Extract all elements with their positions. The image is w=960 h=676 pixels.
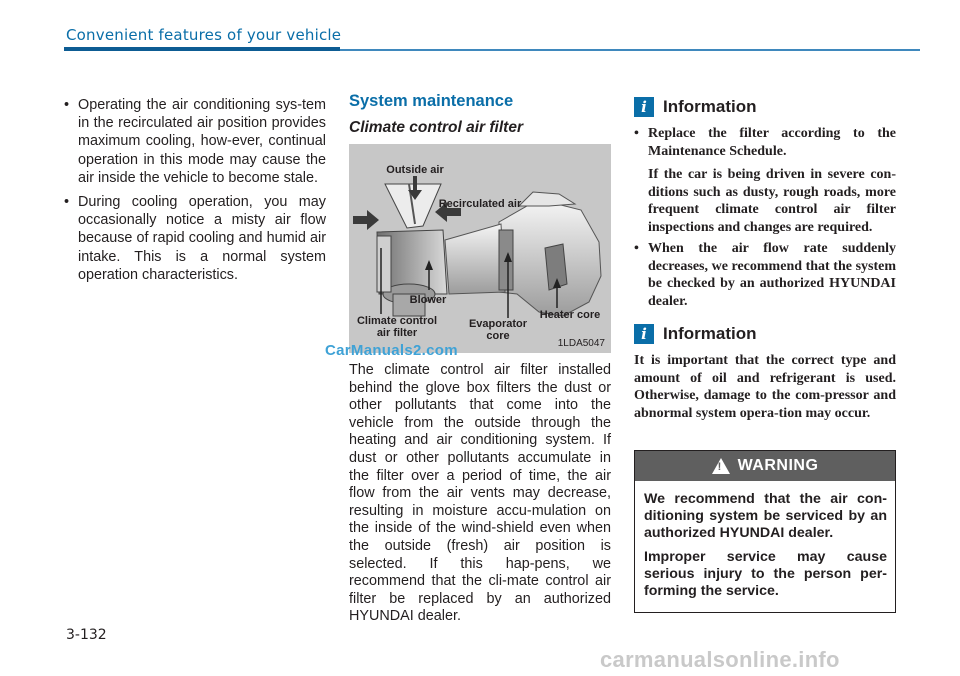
list-item (634, 125, 896, 236)
label-blower: Blower (409, 294, 447, 306)
label-evaporator-core: Evaporator core (468, 318, 528, 342)
information-text: It is important that the correct type and amount of oil and refrigerant is used. Otherwise, damage to the com-pressor and abnormal system opera-tion may occur. (634, 353, 896, 421)
info-icon: i (634, 97, 654, 117)
information-box-1 (634, 95, 896, 314)
warning-paragraph: Improper service may cause serious injury to the person per-forming the service. (644, 548, 887, 600)
section-title: System maintenance (349, 92, 514, 110)
warning-paragraph: We recommend that the air con-ditioning system be serviced by an authorized HYUNDAI dealer. (644, 491, 887, 542)
information-title: Information (663, 97, 757, 116)
list-item: • When the air flow rate suddenly decreases, we recommend that the system be checked by an authorized HYUNDAI dealer. (634, 240, 896, 310)
information-box-2 (634, 322, 896, 422)
left-column (64, 96, 326, 290)
warning-box (634, 450, 896, 613)
warning-title: WARNING (737, 457, 819, 474)
information-list (634, 125, 896, 310)
list-item: • During cooling operation, you may occasionally notice a misty air flow because of rapid cooling and humid air intake. This is a normal system operation characteristics. (64, 193, 326, 284)
warning-body (635, 481, 895, 600)
information-title: Information (663, 324, 757, 343)
information-heading (634, 322, 896, 346)
info-icon: i (634, 324, 654, 344)
hvac-duct (445, 224, 505, 294)
label-heater-core: Heater core (539, 309, 601, 321)
info-item-text: Replace the filter according to the Maintenance Schedule. (648, 126, 896, 159)
list-item: • Operating the air conditioning sys-tem in the recirculated air position provides maximum cooling, how-ever, continual operation in this mode may cause the air inside the vehicle to become stale. (64, 96, 326, 187)
section-header-title: Convenient features of your vehicle (66, 26, 342, 44)
header-rule-light (340, 49, 920, 51)
bullet-list (64, 96, 326, 284)
air-filter-description: The climate control air filter installed behind the glove box filters the dust or other pollutants that come into the vehicle from the outside through the heating and air conditioning system. If dust or other pollutants accumulate in the filter over a period of time, the air flow from the air vents may decrease, resulting in moisture accu-mulation on the inside of the wind-shield even when the outside (fresh) air position is selected. If this hap-pens, we recommend that the cli-mate control air filter be replaced by an authorized HYUNDAI dealer. (349, 362, 611, 625)
page-number: 3-132 (66, 627, 107, 643)
warning-header (635, 451, 895, 481)
label-recirculated-air: Recirculated air (438, 198, 522, 210)
middle-column-header (349, 92, 611, 137)
information-heading (634, 95, 896, 119)
air-filter-slot (377, 236, 391, 292)
warning-triangle-icon: ! (712, 458, 730, 474)
air-filter-diagram (349, 144, 611, 353)
label-climate-filter: Climate control air filter (356, 315, 438, 339)
figure-code: 1LDA5047 (557, 338, 605, 349)
info-item-subtext: If the car is being driven in severe con-ditions such as dusty, rough roads, more frequent climate control air filter inspections and changes are required. (648, 167, 896, 235)
label-outside-air: Outside air (386, 164, 444, 176)
watermark-carmanuals2: CarManuals2.com (325, 342, 458, 359)
header-rule-dark (64, 47, 340, 51)
left-intake-arrow (353, 210, 379, 230)
watermark-carmanualsonline: carmanualsonline.info (600, 647, 840, 672)
subsection-title: Climate control air filter (349, 119, 523, 136)
hvac-top-vent (519, 192, 575, 206)
